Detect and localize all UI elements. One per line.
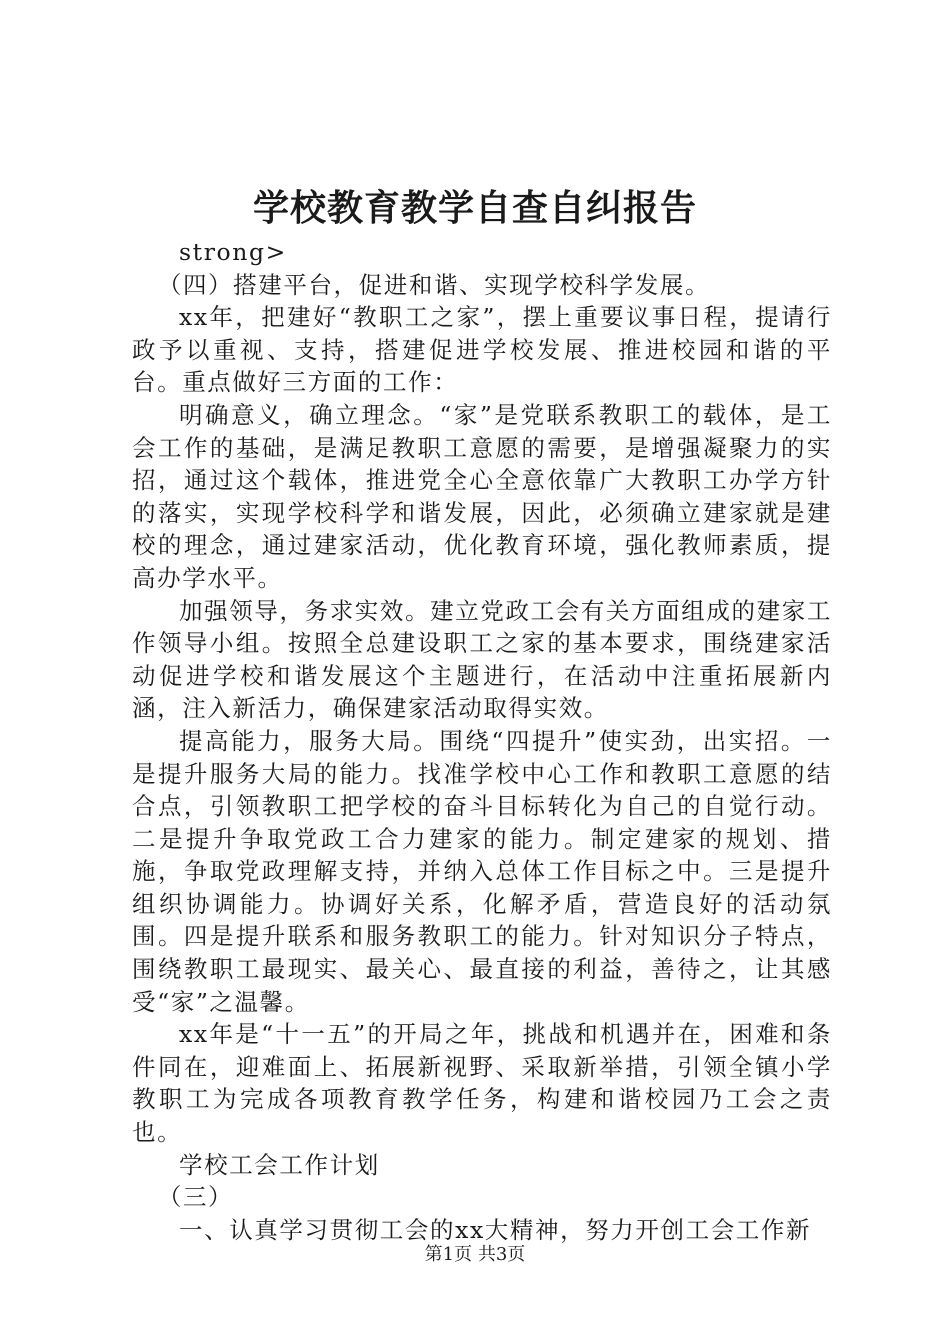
paragraph-clarify-meaning: 明确意义，确立理念。“家”是党联系教职工的载体，是工会工作的基础，是满足教职工意愿的需要，是增强凝聚力的实招，通过这个载体，推进党全心全意依靠广大教职工办学方针的落实，实现学校科学和谐发展，因此，必须确立建家就是建校的理念，通过建家活动，优化教育环境，强化教师素质，提高办学水平。 bbox=[132, 400, 832, 592]
paragraph-five-year-plan: xx年是“十一五”的开局之年，挑战和机遇并在，困难和条件同在，迎难面上、拓展新视野、采取新举措，引领全镇小学教职工为完成各项教育教学任务，构建和谐校园乃工会之责也。 bbox=[132, 1020, 832, 1147]
document-body bbox=[132, 236, 832, 1246]
document-title: 学校教育教学自查自纠报告 bbox=[252, 187, 697, 229]
paragraph-home-building: xx年，把建好“教职工之家”，摆上重要议事日程，提请行政予以重视、支持，搭建促进学校发展、推进校园和谐的平台。重点做好三方面的工作： bbox=[132, 303, 832, 397]
page-number-footer: 第1页 共3页 bbox=[424, 1244, 526, 1265]
paragraph-section-three-heading: （三） bbox=[157, 1183, 234, 1212]
paragraph-strong-tag: strong> bbox=[179, 238, 287, 266]
paragraph-improve-ability: 提高能力，服务大局。围绕“四提升”使实劲，出实招。一是提升服务大局的能力。找准学校中心工作和教职工意愿的结合点，引领教职工把学校的奋斗目标转化为自己的自觉行动。二是提升争取党政工合力建家的能力。制定建家的规划、措施，争取党政理解支持，并纳入总体工作目标之中。三是提升组织协调能力。协调好关系，化解矛盾，营造良好的活动氛围。四是提升联系和服务教职工的能力。针对知识分子特点，围绕教职工最现实、最关心、最直接的利益，善待之，让其感受“家”之温馨。 bbox=[132, 726, 832, 1016]
paragraph-section-four-heading: （四）搭建平台，促进和谐、实现学校科学发展。 bbox=[157, 270, 711, 299]
paragraph-strengthen-leadership: 加强领导，务求实效。建立党政工会有关方面组成的建家工作领导小组。按照全总建设职工之家的基本要求，围绕建家活动促进学校和谐发展这个主题进行，在活动中注重拓展新内涵，注入新活力，确保建家活动取得实效。 bbox=[132, 596, 832, 723]
paragraph-union-work-plan-heading: 学校工会工作计划 bbox=[179, 1150, 380, 1179]
paragraph-item-one: 一、认真学习贯彻工会的xx大精神，努力开创工会工作新 bbox=[179, 1215, 812, 1244]
